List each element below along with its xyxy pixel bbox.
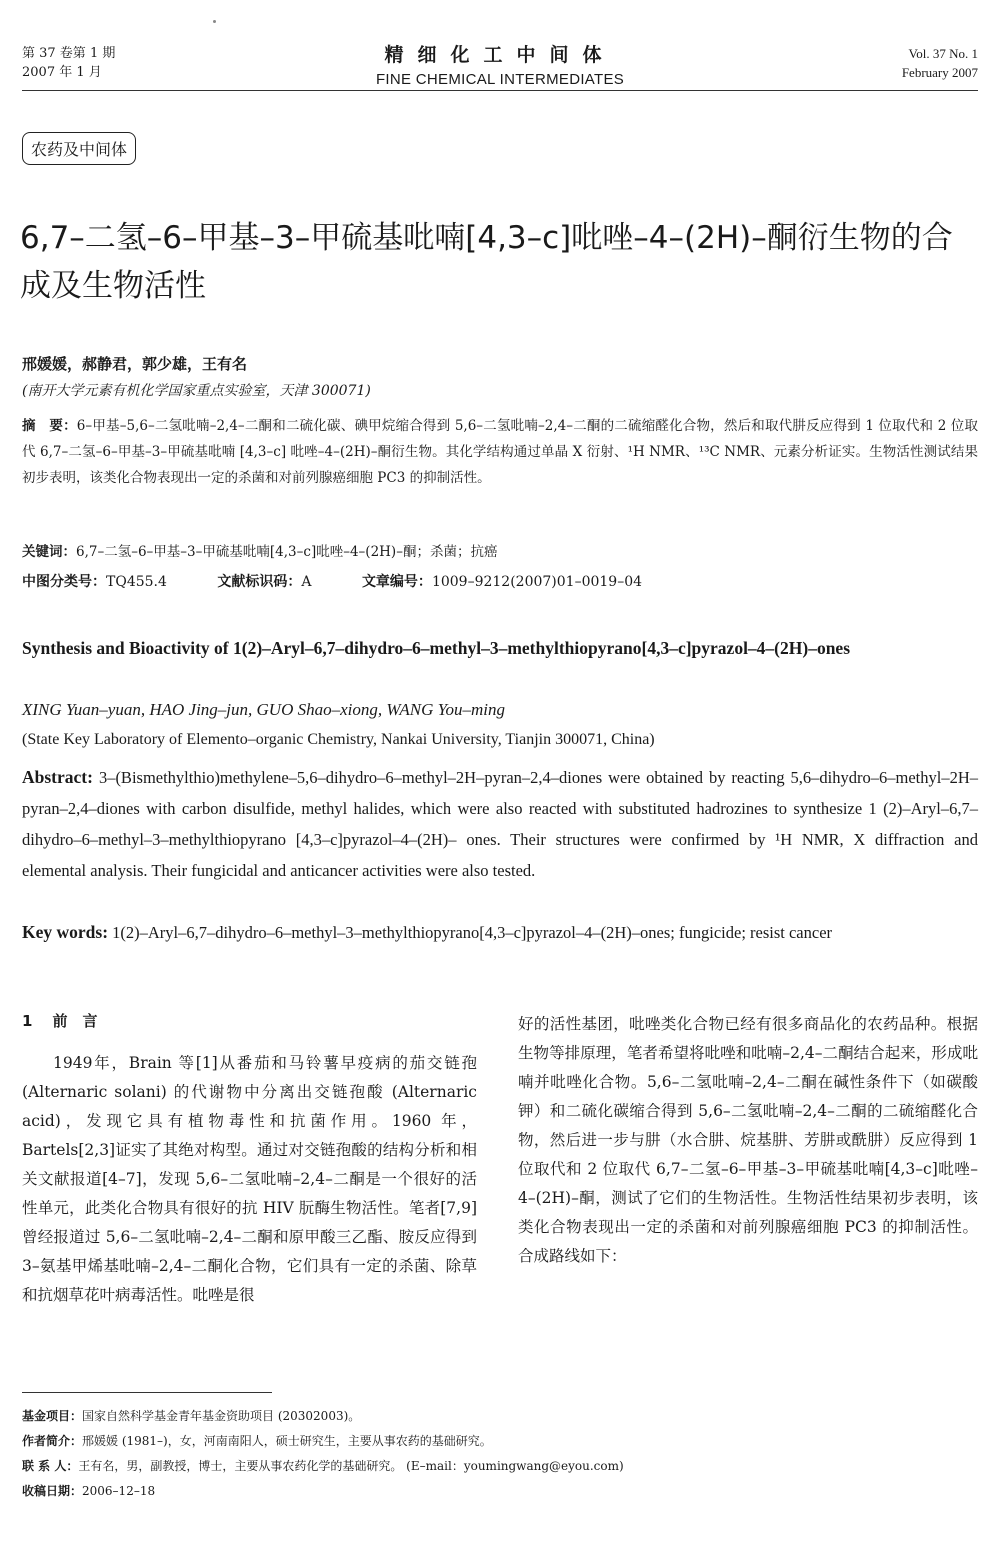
footnote-label: 作者简介： <box>22 1434 83 1448</box>
keywords-en-text: 1(2)–Aryl–6,7–dihydro–6–methyl–3–methylthiopyrano[4,3–c]pyrazol–4–(2H)–ones; fungicide; resist cancer <box>112 923 833 942</box>
abstract-cn-text: 6–甲基–5,6–二氢吡喃–2,4–二酮和二硫化碳、碘甲烷缩合得到 5,6–二氢吡喃–2,4–二酮的二硫缩醛化合物，然后和取代肼反应得到 1 位取代和 2 位取代 6,7–二氢–6–甲基–3–甲硫基吡喃 [4,3–c] 吡唑–4–(2H)–酮衍生物。其化学结构通过单晶 X 衍射、¹H NMR、¹³C NMR、元素分析证实。生物活性测试结果初步表明，该类化合物表现出一定的杀菌和对前列腺癌细胞 PC3 的抑制活性。 <box>22 418 978 486</box>
footnote-funding <box>22 1404 978 1429</box>
classification-line <box>22 572 688 592</box>
keywords-cn-text: 6,7–二氢–6–甲基–3–甲硫基吡喃[4,3–c]吡唑–4–(2H)–酮；杀菌；抗癌 <box>76 544 498 560</box>
section-tag: 农药及中间体 <box>22 132 136 165</box>
footnotes <box>22 1404 978 1504</box>
scan-speck <box>213 20 216 23</box>
footnote-received <box>22 1479 978 1504</box>
keywords-cn-label: 关键词： <box>22 544 76 560</box>
abstract-en-text: 3–(Bismethylthio)methylene–5,6–dihydro–6–methyl–2H–pyran–2,4–diones were obtained by reacting 5,6–dihydro–6–methyl–2H–pyran–2,4–diones with carbon disulfide, methyl halides, which were also reacted with substituted hadrozines to synthesize 1 (2)–Aryl–6,7–dihydro–6–methyl–3–methylthiopyrano [4,3–c]pyrazol–4–(2H)– ones. Their structures were confirmed by ¹H NMR, X diffraction and elemental analysis. Their fungicidal and anticancer activities were also tested. <box>22 768 978 880</box>
english-authors: XING Yuan–yuan, HAO Jing–jun, GUO Shao–xiong, WANG You–ming <box>22 700 505 719</box>
abstract-cn <box>22 413 978 491</box>
english-affiliation: (State Key Laboratory of Elemento–organic Chemistry, Nankai University, Tianjin 300071, China) <box>22 731 655 748</box>
english-title: Synthesis and Bioactivity of 1(2)–Aryl–6,7–dihydro–6–methyl–3–methylthiopyrano[4,3–c]pyrazol–4–(2H)–ones <box>22 638 851 658</box>
footnote-author-bio <box>22 1429 978 1454</box>
header-rule <box>22 90 978 91</box>
issue-info-en <box>902 44 978 82</box>
article-title: 6,7–二氢–6–甲基–3–甲硫基吡喃[4,3–c]吡唑–4–(2H)–酮衍生物的合成及生物活性 <box>20 220 953 304</box>
doc-code <box>217 572 311 592</box>
doc-code-label: 文献标识码： <box>217 574 302 590</box>
section-heading <box>22 1010 477 1031</box>
abstract-cn-label: 摘 要： <box>22 418 77 434</box>
volume-en: Vol. 37 No. 1 <box>908 46 978 61</box>
clc-value: TQ455.4 <box>106 574 167 590</box>
section-number: 1 <box>22 1012 33 1030</box>
footnote-label: 联 系 人： <box>22 1459 79 1473</box>
article-number-value: 1009–9212(2007)01–0019–04 <box>431 574 643 590</box>
journal-masthead <box>300 40 700 88</box>
article-number <box>362 572 642 592</box>
keywords-en-label: Key words: <box>22 922 109 942</box>
body-column-left <box>22 1010 477 1310</box>
abstract-en <box>22 762 978 886</box>
footnote-text: 王有名，男，副教授，博士，主要从事农药化学的基础研究。 (E–mail：youmingwang@eyou.com) <box>78 1459 624 1473</box>
affiliation: (南开大学元素有机化学国家重点实验室，天津 300071) <box>22 383 371 399</box>
doc-code-value: A <box>301 574 312 590</box>
keywords-cn <box>22 542 978 562</box>
footnote-label: 收稿日期： <box>22 1484 83 1498</box>
issue-volume: 第 37 卷第 1 期 <box>22 46 116 61</box>
footnote-text: 2006–12–18 <box>82 1484 156 1498</box>
footnote-rule <box>22 1392 272 1393</box>
journal-name-en: FINE CHEMICAL INTERMEDIATES <box>375 71 625 88</box>
abstract-en-label: Abstract: <box>22 767 93 787</box>
body-column-right <box>518 1010 978 1271</box>
date-en: February 2007 <box>901 65 978 80</box>
clc-label: 中图分类号： <box>22 574 106 590</box>
footnote-label: 基金项目： <box>22 1409 83 1423</box>
intro-paragraph-right: 好的活性基团，吡唑类化合物已经有很多商品化的农药品种。根据生物等排原理，笔者希望将吡唑和吡喃–2,4–二酮结合起来，形成吡喃并吡唑化合物。5,6–二氢吡喃–2,4–二酮在碱性条件下（如碳酸钾）和二硫化碳缩合得到 5,6–二氢吡喃–2,4–二酮的二硫缩醛化合物，然后进一步与肼（水合肼、烷基肼、芳肼或酰肼）反应得到 1 位取代和 2 位取代 6,7–二氢–6–甲基–3–甲硫基吡喃[4,3–c]吡唑–4–(2H)–酮，测试了它们的生物活性。生物活性结果初步表明，该类化合物表现出一定的杀菌和对前列腺癌细胞 PC3 的抑制活性。合成路线如下： <box>518 1015 978 1265</box>
section-title: 前 言 <box>52 1012 98 1030</box>
journal-name-cn: 精细化工中间体 <box>384 44 616 66</box>
issue-date: 2007 年 1 月 <box>22 65 102 80</box>
clc-number <box>22 572 167 592</box>
article-number-label: 文章编号： <box>361 574 432 590</box>
footnote-contact <box>22 1454 978 1479</box>
authors: 邢媛媛，郝静君，郭少雄，王有名 <box>22 355 248 373</box>
issue-info <box>22 44 115 82</box>
footnote-text: 邢媛媛 (1981–)，女，河南南阳人，硕士研究生，主要从事农药的基础研究。 <box>82 1434 492 1448</box>
intro-paragraph-left: 1949年，Brain 等[1]从番茄和马铃薯早疫病的茄交链孢 (Alternaric solani) 的代谢物中分离出交链孢酸 (Alternaric acid)，发现它具有植物毒性和抗菌作用。1960 年，Bartels[2,3]证实了其绝对构型。通过对交链孢酸的结构分析和相关文献报道[4–7]，发现 5,6–二氢吡喃–2,4–二酮是一个很好的活性单元，此类化合物具有很好的抗 HIV 朊酶生物活性。笔者[7,9]曾经报道过 5,6–二氢吡喃–2,4–二酮和原甲酸三乙酯、胺反应得到 3–氨基甲烯基吡喃–2,4–二酮化合物，它们具有一定的杀菌、除草和抗烟草花叶病毒活性。吡唑是很 <box>22 1054 477 1304</box>
footnote-text: 国家自然科学基金青年基金资助项目 (20302003)。 <box>82 1409 361 1423</box>
keywords-en <box>22 917 978 948</box>
